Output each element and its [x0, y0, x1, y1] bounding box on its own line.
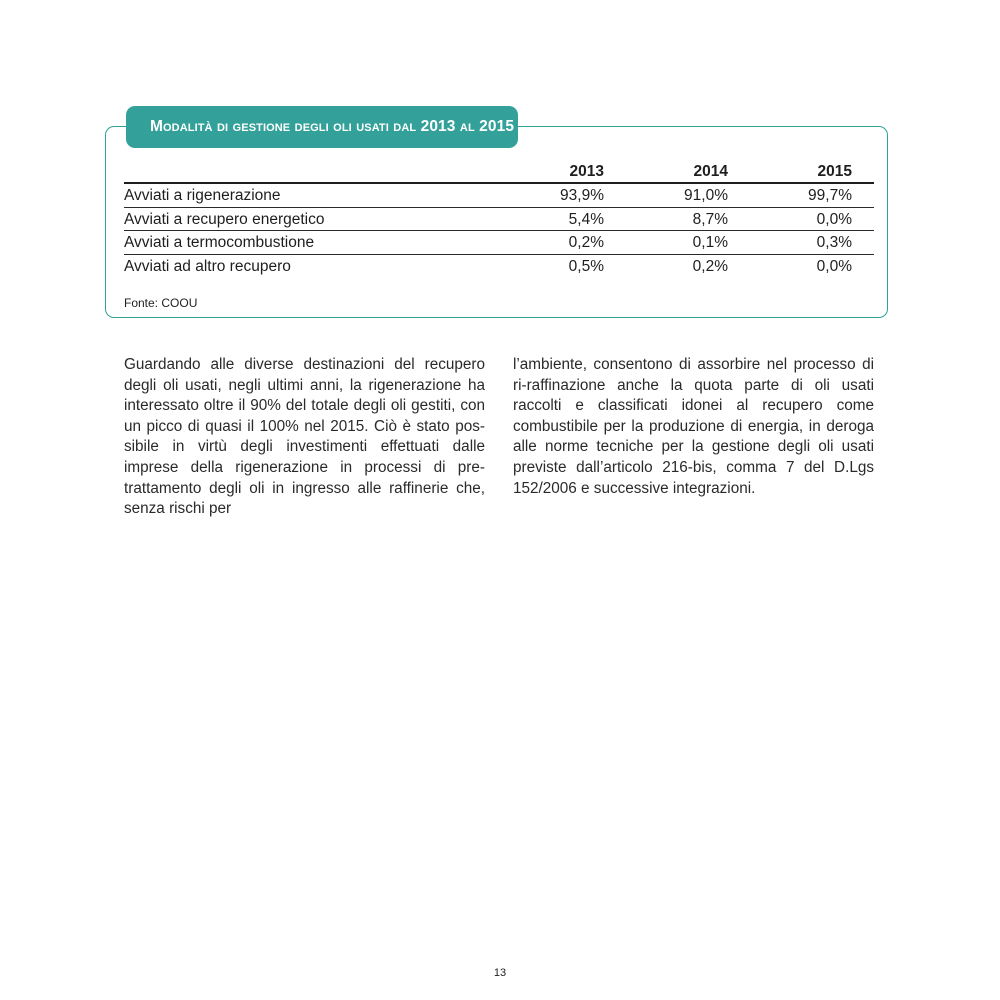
body-column-left — [124, 355, 485, 520]
table-row — [124, 231, 874, 255]
table-cell: 0,0% — [816, 257, 852, 275]
table-cell: 99,7% — [808, 187, 852, 204]
table-cell: 0,2% — [692, 257, 728, 275]
table-cell: 8,7% — [692, 210, 728, 228]
row-label: Avviati a recupero energetico — [124, 210, 325, 228]
body-column-right — [513, 355, 874, 499]
data-table — [124, 160, 874, 278]
table-cell: 93,9% — [560, 187, 604, 204]
table-row — [124, 184, 874, 208]
table-cell: 0,2% — [568, 234, 604, 252]
table-cell: 0,1% — [692, 234, 728, 252]
header-cell-2015: 2015 — [817, 163, 852, 180]
table-cell: 0,3% — [816, 234, 852, 252]
table-header-row — [124, 160, 874, 184]
row-label: Avviati ad altro recupero — [124, 257, 291, 275]
table-cell: 0,0% — [816, 210, 852, 228]
header-cell-2014: 2014 — [693, 163, 728, 180]
body-paragraph-left: Guardando alle diverse destinazioni del recupero degli oli usati, negli ultimi anni, la rigenerazione ha interessato oltre il 90% del totale degli oli gestiti, con un picco di quasi il 100% nel 2015. Ciò è stato possibile in virtù degli investimenti effettuati dalle imprese della rigenerazione in processi di pre-trattamento degli oli in ingresso alle raffinerie che, senza rischi per — [124, 356, 485, 518]
body-paragraph-right: l’ambiente, consentono di assorbire nel processo di ri-raffinazione anche la quota parte di oli usati raccolti e classificati idonei al recupero come combustibile per la produzione di energia, in deroga alle norme tecniche per la gestione degli oli usati previste dall’articolo 216-bis, comma 7 del D.Lgs 152/2006 e successive integrazioni. — [513, 356, 874, 497]
table-title: Modalità di gestione degli oli usati dal 2013 al 2015 — [126, 106, 518, 148]
table-row — [124, 255, 874, 279]
header-cell-2013: 2013 — [569, 163, 604, 180]
row-label: Avviati a rigenerazione — [124, 187, 281, 204]
page-number: 13 — [493, 967, 507, 979]
table-cell: 0,5% — [568, 257, 604, 275]
table-row — [124, 208, 874, 232]
table-cell: 91,0% — [684, 187, 728, 204]
table-cell: 5,4% — [568, 210, 604, 228]
table-source-note: Fonte: COOU — [124, 296, 198, 310]
row-label: Avviati a termocombustione — [124, 234, 315, 252]
